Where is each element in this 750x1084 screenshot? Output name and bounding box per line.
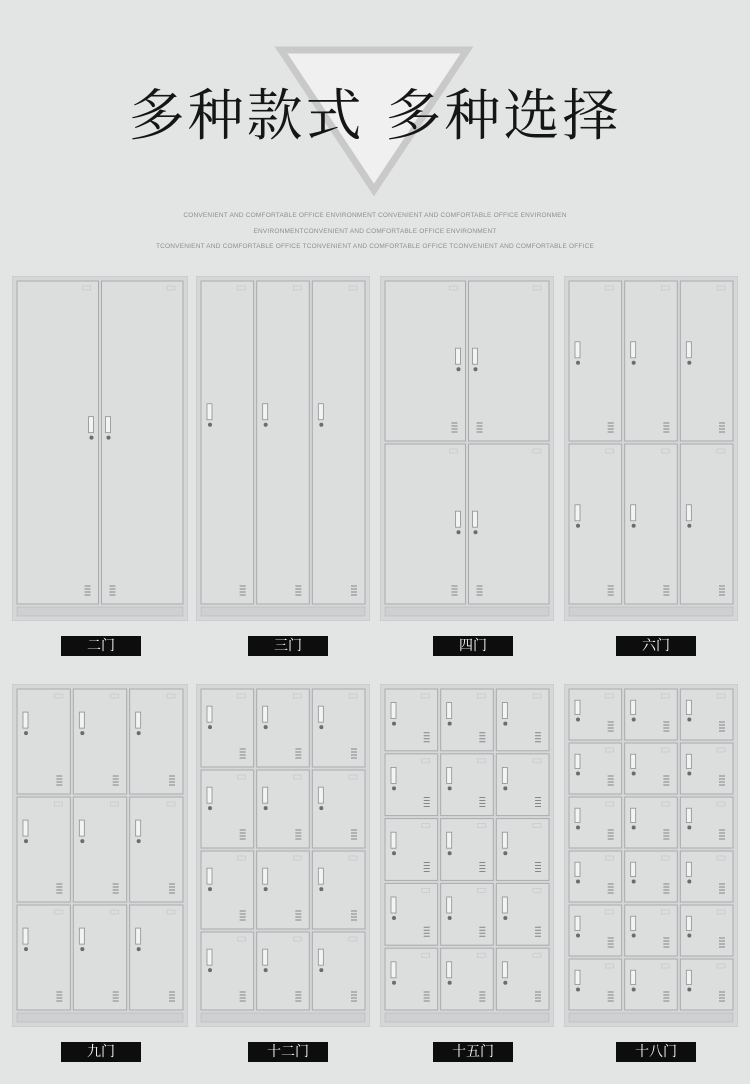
locker-door [257, 281, 310, 604]
cabinet-four-door [380, 276, 554, 621]
cabinet-label: 三门 [248, 636, 328, 656]
locker-door [496, 883, 549, 945]
cabinet-twelve-door [196, 684, 370, 1027]
locker-door [17, 905, 70, 1010]
locker-door [569, 851, 622, 902]
locker-door [441, 819, 494, 881]
locker-door [625, 959, 678, 1010]
locker-door [441, 689, 494, 751]
locker-door [73, 797, 126, 902]
locker-door [17, 281, 99, 604]
locker-door [441, 948, 494, 1010]
locker-door [385, 444, 466, 604]
cabinet-nine-door [12, 684, 188, 1027]
locker-door [441, 754, 494, 816]
locker-door [130, 905, 183, 1010]
locker-door [257, 851, 310, 929]
cabinet-image [564, 276, 738, 621]
locker-door [625, 743, 678, 794]
cabinet-image [12, 276, 188, 621]
subtitle-line-3: TCONVENIENT AND COMFORTABLE OFFICE TCONVENIENT AND COMFORTABLE OFFICE TCONVENIENT AND COMFORTABLE OFFICE [155, 243, 595, 250]
locker-door [469, 281, 550, 441]
locker-door [312, 851, 365, 929]
cabinet-image [196, 276, 370, 621]
cabinet-label: 二门 [61, 636, 141, 656]
cabinet-six-door [564, 276, 738, 621]
locker-door [385, 754, 438, 816]
cabinet-image [12, 684, 188, 1027]
locker-door [625, 689, 678, 740]
cabinet-two-door [12, 276, 188, 621]
locker-door [201, 851, 254, 929]
locker-door [201, 770, 254, 848]
locker-door [201, 689, 254, 767]
locker-door [201, 281, 254, 604]
subtitle-line-2: ENVIRONMENTCONVENIENT AND COMFORTABLE OFFICE ENVIRONMENT [253, 228, 497, 235]
locker-door [680, 743, 733, 794]
locker-door [102, 281, 184, 604]
locker-door [312, 281, 365, 604]
locker-door [257, 770, 310, 848]
cabinet-label: 十八门 [616, 1042, 696, 1062]
locker-door [73, 905, 126, 1010]
locker-door [257, 932, 310, 1010]
locker-door [569, 281, 622, 441]
locker-door [569, 797, 622, 848]
locker-door [569, 444, 622, 604]
locker-door [496, 754, 549, 816]
locker-door [385, 689, 438, 751]
locker-door [17, 689, 70, 794]
locker-door [469, 444, 550, 604]
locker-door [257, 689, 310, 767]
cabinet-label: 十二门 [248, 1042, 328, 1062]
locker-door [625, 281, 678, 441]
locker-door [680, 281, 733, 441]
locker-door [625, 797, 678, 848]
locker-door [385, 819, 438, 881]
locker-door [569, 743, 622, 794]
cabinet-three-door [196, 276, 370, 621]
locker-door [680, 797, 733, 848]
locker-door [312, 770, 365, 848]
subtitle-line-1: CONVENIENT AND COMFORTABLE OFFICE ENVIRONMENT CONVENIENT AND COMFORTABLE OFFICE ENVIRONMEN [183, 212, 567, 219]
cabinet-image [564, 684, 738, 1027]
locker-door [312, 689, 365, 767]
locker-door [385, 281, 466, 441]
locker-door [625, 851, 678, 902]
locker-door [625, 444, 678, 604]
locker-door [130, 689, 183, 794]
cabinet-fifteen-door [380, 684, 554, 1027]
cabinet-image [380, 276, 554, 621]
locker-door [569, 905, 622, 956]
locker-door [680, 444, 733, 604]
locker-door [569, 959, 622, 1010]
locker-door [680, 905, 733, 956]
cabinet-label: 九门 [61, 1042, 141, 1062]
locker-door [385, 883, 438, 945]
locker-door [17, 797, 70, 902]
cabinet-image [196, 684, 370, 1027]
cabinet-image [380, 684, 554, 1027]
locker-door [201, 932, 254, 1010]
locker-door [496, 819, 549, 881]
locker-door [496, 689, 549, 751]
cabinet-label: 十五门 [433, 1042, 513, 1062]
locker-door [312, 932, 365, 1010]
locker-door [496, 948, 549, 1010]
locker-door [680, 689, 733, 740]
locker-door [385, 948, 438, 1010]
locker-door [680, 851, 733, 902]
cabinet-eighteen-door [564, 684, 738, 1027]
cabinet-label: 四门 [433, 636, 513, 656]
cabinet-label: 六门 [616, 636, 696, 656]
locker-door [680, 959, 733, 1010]
locker-door [73, 689, 126, 794]
locker-door [625, 905, 678, 956]
locker-door [569, 689, 622, 740]
locker-door [130, 797, 183, 902]
headline: 多种款式 多种选择 [128, 84, 622, 149]
locker-door [441, 883, 494, 945]
